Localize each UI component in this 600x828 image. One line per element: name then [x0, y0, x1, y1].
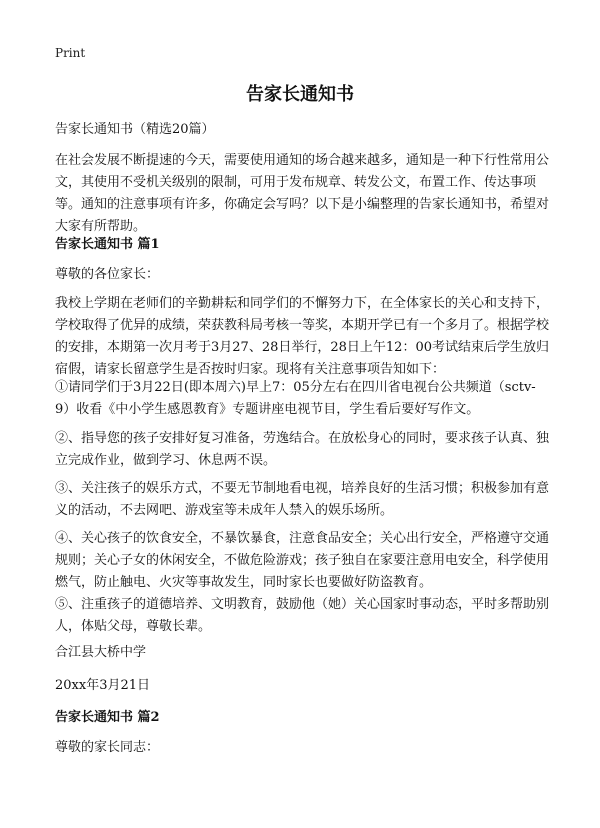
notice-item-2: ②、指导您的孩子安排好复习准备，劳逸结合。在放松身心的同时，要求孩子认真、独立完成作业，做到学习、休息两不误。 — [55, 431, 550, 468]
subtitle: 告家长通知书（精选20篇） — [55, 122, 215, 137]
salutation-2: 尊敬的家长同志： — [55, 740, 160, 755]
notice-item-3: ③、关注孩子的娱乐方式，不要无节制地看电视，培养良好的生活习惯；积极参加有意义的活动，不去网吧、游戏室等未成年人禁入的娱乐场所。 — [55, 481, 550, 518]
section-heading-1: 告家长通知书 篇1 — [55, 237, 160, 252]
date: 20xx年3月21日 — [55, 678, 151, 693]
notice-item-1: ①请同学们于3月22日(即本周六)早上7：05分左右在四川省电视台公共频道（sctv-9）收看《中小学生感恩教育》专题讲座电视节目，学生看后要好写作文。 — [55, 380, 536, 417]
print-link[interactable]: Print — [55, 46, 86, 60]
salutation-1: 尊敬的各位家长： — [55, 267, 160, 282]
body-paragraph-1: 我校上学期在老师们的辛勤耕耘和同学们的不懈努力下，在全体家长的关心和支持下，学校取得了优异的成绩，荣获教科局考核一等奖，本期开学已有一个多月了。根据学校的安排，本期第一次月考于3月27、28日举行，28日上午12：00考试结束后学生放归宿假，请家长留意学生是否按时归家。现将有关注意事项告知如下： — [55, 296, 550, 377]
page-title: 告家长通知书 — [246, 84, 354, 105]
intro-paragraph: 在社会发展不断提速的今天，需要使用通知的场合越来越多，通知是一种下行性常用公文，其使用不受机关级别的限制，可用于发布规章、转发公文，布置工作、传达事项等。通知的注意事项有许多，你确定会写吗？以下是小编整理的告家长通知书，希望对大家有所帮助。 — [55, 153, 550, 234]
signature: 合江县大桥中学 — [55, 645, 147, 660]
notice-item-4: ④、关心孩子的饮食安全，不暴饮暴食，注意食品安全；关心出行安全，严格遵守交通规则；关心子女的休闲安全，不做危险游戏；孩子独自在家要注意用电安全，科学使用燃气，防止触电、火灾等事故发生，同时家长也要做好防盗教育。 — [55, 531, 550, 590]
section-heading-2: 告家长通知书 篇2 — [55, 710, 160, 725]
notice-item-5: ⑤、注重孩子的道德培养、文明教育，鼓励他（她）关心国家时事动态，平时多帮助别人，体贴父母，尊敬长辈。 — [55, 597, 550, 634]
